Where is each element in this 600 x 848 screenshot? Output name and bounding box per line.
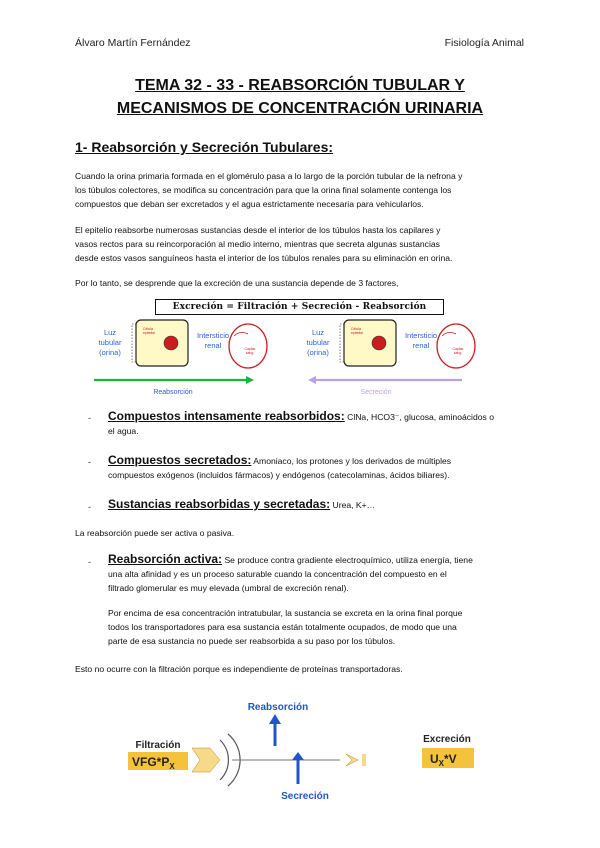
- paragraph-line: Cuando la orina primaria formada en el glomérulo pasa a lo largo de la porción tubular de la nefrona y: [75, 171, 463, 181]
- bullet-marker: -: [88, 457, 91, 467]
- bullet-term: Compuestos secretados:: [108, 453, 252, 467]
- cell-label-1: Célula: [143, 327, 153, 331]
- bullet-text: ClNa, HCO3⁻, glucosa, aminoácidos o: [347, 412, 494, 422]
- paragraph-4: La reabsorción puede ser activa o pasiva.: [75, 528, 235, 538]
- bullet-continuation: el agua.: [108, 426, 139, 436]
- filtration-label: Filtración: [135, 740, 181, 751]
- excretion-formula: $U_X*V$: [430, 752, 457, 768]
- lumen-label-2: tubular: [98, 338, 122, 347]
- reabsorption-label: Reabsorción: [153, 389, 193, 396]
- capillary: [437, 324, 475, 368]
- header-author: Álvaro Martín Fernández: [75, 37, 191, 49]
- interstitium-label-1: Intersticio: [196, 331, 230, 340]
- lumen-label-1: Luz: [311, 328, 325, 337]
- excretion-chevron: [346, 754, 358, 766]
- bullet-continuation: compuestos exógenos (incluidos fármacos) y endógenos (catecolaminas, ácidos biliares).: [108, 470, 450, 480]
- bullet-both: [108, 497, 530, 512]
- secretion-label: Secreción: [360, 389, 392, 396]
- paragraph-1: [75, 169, 529, 211]
- active-term: Reabsorción activa:: [108, 552, 223, 566]
- active-paragraph-line: todos los transportadores para esa sustancia están totalmente ocupados, de modo que una: [108, 622, 457, 632]
- reabsorption-arrowhead: [246, 376, 254, 384]
- capillary-label-1: Capilar: [452, 347, 464, 351]
- secretion-arrowhead: [292, 752, 304, 760]
- glomerulus-curve-inner: [220, 740, 228, 780]
- paragraph-2: [75, 223, 529, 265]
- bullet-text: Urea, K+…: [332, 500, 376, 510]
- paragraph-line: compuestos que deban ser excretados y el agua estrictamente necesaria para vehicularlos.: [75, 199, 424, 209]
- active-paragraph-line: Por encima de esa concentración intratubular, la sustancia se excreta en la orina final porque: [108, 608, 463, 618]
- excretion-chevron-tail: [362, 754, 366, 766]
- paragraph-5: Esto no ocurre con la filtración porque es independiente de proteínas transportadoras.: [75, 664, 403, 674]
- excretion-formula: Excreción = Filtración + Secreción - Reabsorción: [155, 299, 444, 315]
- lumen-label-1: Luz: [103, 328, 117, 337]
- bullet-marker: -: [88, 557, 91, 567]
- bullet-term: Compuestos intensamente reabsorbidos:: [108, 409, 345, 423]
- bullet-text: Amoniaco, los protones y los derivados de múltiples: [253, 456, 452, 466]
- capillary-label-2: sang.: [453, 351, 463, 355]
- reabsorption-panel: [94, 320, 267, 396]
- active-line: una alta afinidad y es un proceso saturable cuando la concentración del compuesto en el: [108, 569, 447, 579]
- title-line-2: MECANISMOS DE CONCENTRACIÓN URINARIA: [116, 100, 484, 117]
- lumen-label-3: (orina): [99, 348, 121, 357]
- paragraph-line: El epitelio reabsorbe numerosas sustancias desde el interior de los túbulos hasta los capilares y: [75, 225, 441, 235]
- active-line: filtrado glomerular es muy elevada (umbral de excreción renal).: [108, 583, 349, 593]
- active-paragraph-line: parte de esa sustancia no puede ser reabsorbida a su paso por los túbulos.: [108, 636, 396, 646]
- active-paragraph: [108, 606, 530, 648]
- header-subject: Fisiología Animal: [444, 37, 524, 49]
- paragraph-3: Por lo tanto, se desprende que la excreción de una sustancia depende de 3 factores,: [75, 278, 399, 288]
- secretion-arrowhead: [308, 376, 316, 384]
- page-title: [60, 74, 540, 120]
- bullet-marker: -: [88, 413, 91, 423]
- secretion-label: Secreción: [281, 791, 329, 802]
- secretion-panel: [307, 320, 475, 396]
- title-line-1: TEMA 32 - 33 - REABSORCIÓN TUBULAR Y: [135, 77, 465, 94]
- bullet-marker: -: [88, 502, 91, 512]
- excretion-label: Excreción: [423, 734, 471, 745]
- bullet-term: Sustancias reabsorbidas y secretadas:: [108, 497, 331, 511]
- lumen-label-3: (orina): [307, 348, 329, 357]
- capillary-label-2: sang.: [245, 351, 255, 355]
- filtration-chevron: [192, 748, 220, 772]
- cell-nucleus: [164, 336, 178, 350]
- bullet-secreted: [108, 453, 530, 482]
- reabsorption-label: Reabsorción: [247, 702, 309, 713]
- interstitium-label-2: renal: [412, 341, 430, 350]
- cell-label-2: epitelial: [143, 331, 155, 335]
- cell-label-1: Célula: [351, 327, 361, 331]
- capillary: [229, 324, 267, 368]
- filtration-excretion-diagram: [120, 696, 490, 806]
- reabsorption-arrowhead: [269, 714, 281, 724]
- active-text: Se produce contra gradiente electroquímico, utiliza energía, tiene: [224, 555, 473, 565]
- section-heading: 1- Reabsorción y Secreción Tubulares:: [75, 139, 334, 155]
- paragraph-line: los túbulos colectores, se modifica su concentración para que la orina final solamente contenga los: [75, 185, 452, 195]
- paragraph-line: desde estos vasos sanguíneos hasta el interior de los túbulos renales para su eliminación en orina.: [75, 253, 453, 263]
- cell-nucleus: [372, 336, 386, 350]
- lumen-label-2: tubular: [306, 338, 330, 347]
- paragraph-line: vasos rectos para su reincorporación al medio interno, mientras que secreta algunas sustancias: [75, 239, 440, 249]
- brush-border: [340, 324, 344, 362]
- active-reabsorption: [108, 552, 530, 595]
- cell-label-2: epitelial: [351, 331, 363, 335]
- bullet-reabsorbed: [108, 409, 530, 438]
- interstitium-label-1: Intersticio: [404, 331, 438, 340]
- filtration-formula: $VFG*P_X$: [132, 755, 175, 771]
- tubular-transport-diagram: [88, 318, 488, 398]
- capillary-label-1: Capilar: [244, 347, 256, 351]
- brush-border: [132, 324, 136, 362]
- interstitium-label-2: renal: [204, 341, 222, 350]
